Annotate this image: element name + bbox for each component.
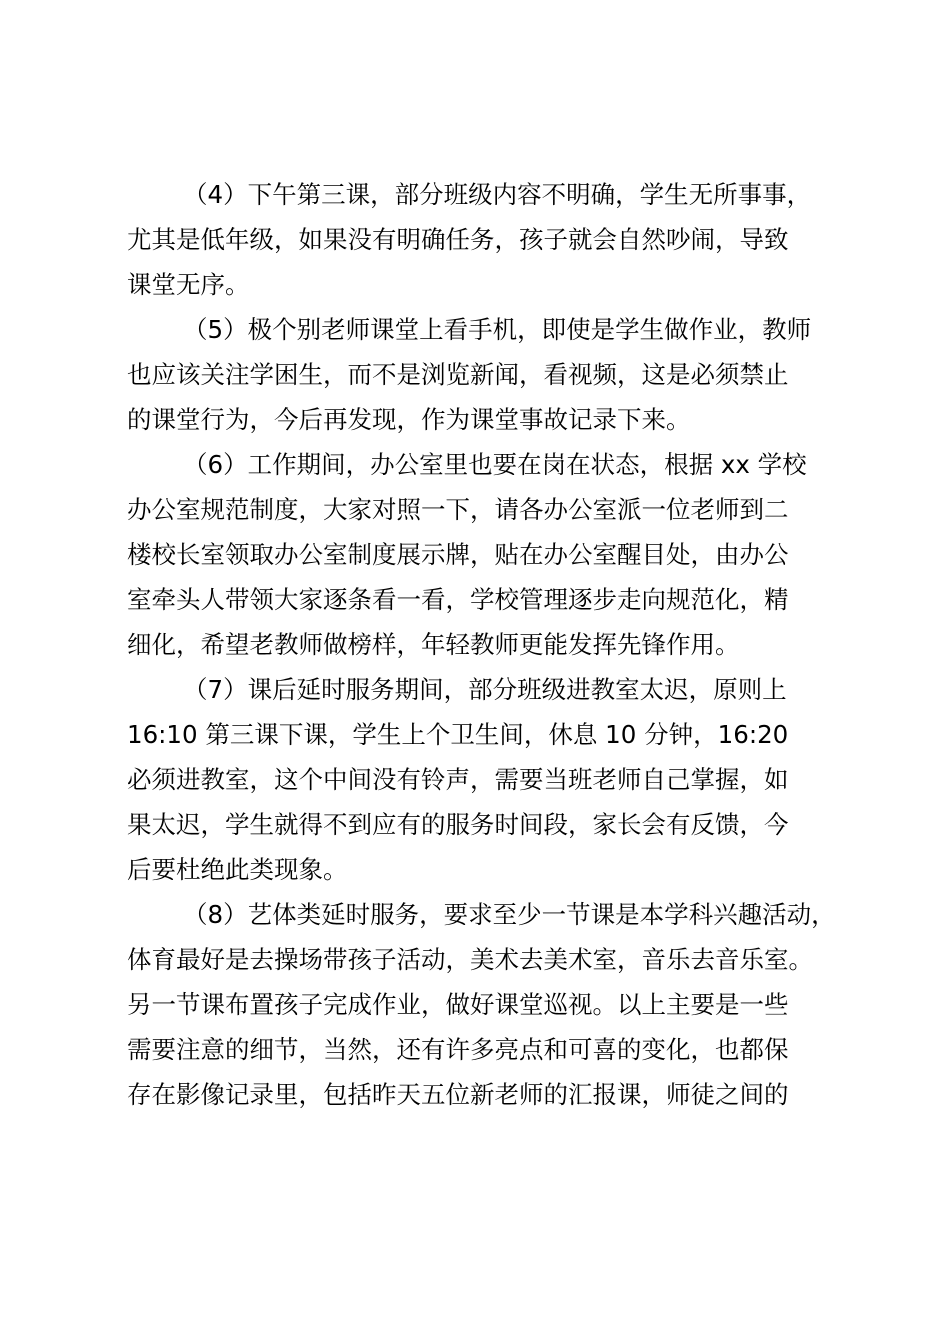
paragraph-6-line-1: （6）工作期间，办公室里也要在岗在状态，根据 xx 学校 bbox=[183, 450, 807, 479]
paragraph-8-line-5: 存在影像记录里，包括昨天五位新老师的汇报课，师徒之间的 bbox=[127, 1080, 789, 1109]
paragraph-8-line-4: 需要注意的细节，当然，还有许多亮点和可喜的变化，也都保 bbox=[127, 1035, 789, 1064]
paragraph-7-line-3: 必须进教室，这个中间没有铃声，需要当班老师自己掌握，如 bbox=[127, 765, 789, 794]
paragraph-6-line-2: 办公室规范制度，大家对照一下，请各办公室派一位老师到二 bbox=[127, 495, 789, 524]
paragraph-8-line-1: （8）艺体类延时服务，要求至少一节课是本学科兴趣活动， bbox=[183, 900, 836, 929]
paragraph-4-line-3: 课堂无序。 bbox=[127, 270, 250, 299]
paragraph-7-line-1: （7）课后延时服务期间，部分班级进教室太迟，原则上 bbox=[183, 675, 787, 704]
paragraph-8-line-3: 另一节课布置孩子完成作业，做好课堂巡视。以上主要是一些 bbox=[127, 990, 789, 1019]
paragraph-5-line-2: 也应该关注学困生，而不是浏览新闻，看视频，这是必须禁止 bbox=[127, 360, 789, 389]
paragraph-8-line-2: 体育最好是去操场带孩子活动，美术去美术室，音乐去音乐室。 bbox=[127, 945, 813, 974]
paragraph-6-line-4: 室牵头人带领大家逐条看一看，学校管理逐步走向规范化，精 bbox=[127, 585, 789, 614]
paragraph-7-line-5: 后要杜绝此类现象。 bbox=[127, 855, 348, 884]
body-text bbox=[127, 172, 837, 1117]
paragraph-7-line-4: 果太迟，学生就得不到应有的服务时间段，家长会有反馈，今 bbox=[127, 810, 789, 839]
paragraph-4-line-2: 尤其是低年级，如果没有明确任务，孩子就会自然吵闹，导致 bbox=[127, 225, 789, 254]
paragraph-6-line-3: 楼校长室领取办公室制度展示牌，贴在办公室醒目处，由办公 bbox=[127, 540, 789, 569]
paragraph-6-line-5: 细化，希望老教师做榜样，年轻教师更能发挥先锋作用。 bbox=[127, 630, 740, 659]
paragraph-5-line-1: （5）极个别老师课堂上看手机，即使是学生做作业，教师 bbox=[183, 315, 812, 344]
paragraph-4-line-1: （4）下午第三课，部分班级内容不明确，学生无所事事， bbox=[183, 180, 812, 209]
paragraph-7-line-2: 16:10 第三课下课，学生上个卫生间，休息 10 分钟，16:20 bbox=[127, 720, 789, 749]
paragraph-5-line-3: 的课堂行为，今后再发现，作为课堂事故记录下来。 bbox=[127, 405, 691, 434]
